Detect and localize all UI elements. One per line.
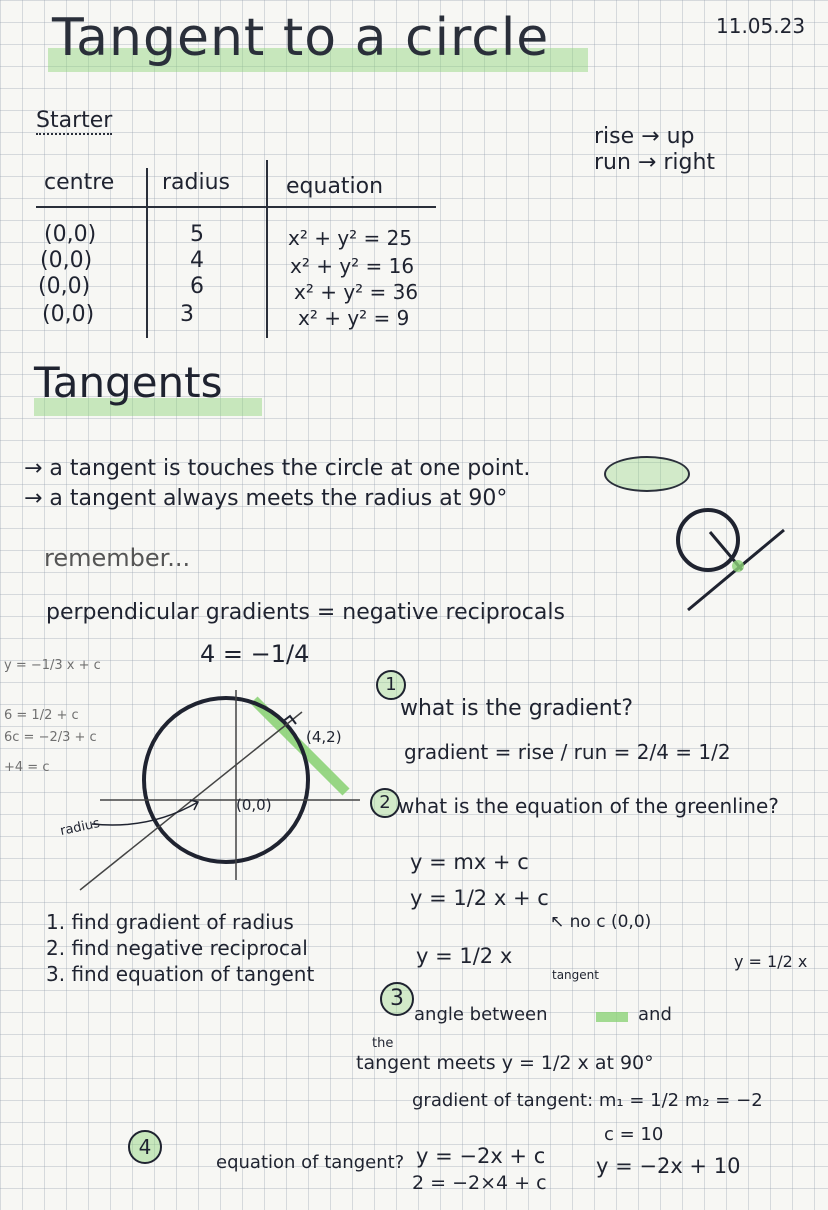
q2-question: what is the equation of the greenline?	[398, 794, 779, 818]
remember-label: remember...	[44, 544, 191, 572]
point-label: (4,2)	[306, 728, 342, 746]
radius-arrow	[92, 802, 198, 825]
perp-gradients: perpendicular gradients = negative reciprocals	[46, 600, 565, 625]
q4-work1: y = −2x + c	[416, 1144, 546, 1168]
tangents-heading: Tangents	[34, 358, 223, 407]
q1-number: 1	[376, 670, 406, 700]
q1-question: what is the gradient?	[400, 696, 634, 721]
page-title: Tangent to a circle	[52, 8, 550, 68]
tangent-label: tangent	[552, 968, 599, 982]
point-circle-highlight	[604, 456, 690, 492]
side-note-3: 6c = −2/3 + c	[4, 730, 97, 745]
tangent-bullet-1: → a tangent is touches the circle at one point.	[24, 456, 531, 481]
q4-answer: y = −2x + 10	[596, 1154, 741, 1178]
date: 11.05.23	[716, 14, 806, 38]
centre-label: (0,0)	[236, 796, 272, 814]
hint-rise: rise → up	[594, 124, 695, 149]
radius-label: radius	[58, 815, 102, 840]
table-col-rule-1	[146, 168, 148, 338]
perp-example: 4 = −1/4	[200, 640, 310, 668]
col-header-centre: centre	[44, 170, 115, 195]
q3-c-value: c = 10	[604, 1124, 664, 1145]
q4-work2: 2 = −2×4 + c	[412, 1172, 547, 1194]
table-col-rule-2	[266, 160, 268, 338]
row4-radius: 3	[180, 302, 194, 327]
q3-the: the	[372, 1036, 394, 1051]
step-1: 1. find gradient of radius	[46, 910, 294, 934]
q3-number: 3	[380, 982, 414, 1016]
q3-green-swatch	[596, 1012, 628, 1022]
row3-radius: 6	[190, 274, 204, 299]
q2-number: 2	[370, 788, 400, 818]
row1-radius: 5	[190, 222, 204, 247]
step-3: 3. find equation of tangent	[46, 962, 315, 986]
row1-centre: (0,0)	[44, 222, 97, 247]
q3-side-eq: y = 1/2 x	[734, 952, 808, 971]
q3-and: and	[638, 1004, 672, 1025]
q2-line1: y = mx + c	[410, 850, 529, 874]
q2-note: ↖ no c (0,0)	[550, 912, 652, 932]
table-header-rule	[36, 206, 436, 208]
tangent-bullet-2: → a tangent always meets the radius at 90°	[24, 486, 508, 511]
circle-diagram	[40, 660, 370, 910]
step-2: 2. find negative reciprocal	[46, 936, 308, 960]
row4-equation: x² + y² = 9	[298, 306, 410, 330]
hint-run: run → right	[594, 150, 716, 175]
col-header-equation: equation	[286, 174, 384, 199]
circle-outline	[144, 698, 308, 862]
starter-label: Starter	[36, 108, 113, 133]
tangent-sketch-icon	[664, 500, 794, 620]
q2-line3: y = 1/2 x	[416, 944, 513, 968]
row3-centre: (0,0)	[38, 274, 91, 299]
side-note-2: 6 = 1/2 + c	[4, 708, 79, 723]
col-header-radius: radius	[162, 170, 231, 195]
row3-equation: x² + y² = 36	[294, 280, 419, 304]
row4-centre: (0,0)	[42, 302, 95, 327]
q3-question: angle between	[414, 1004, 548, 1025]
q4-question: equation of tangent?	[216, 1152, 405, 1173]
row2-equation: x² + y² = 16	[290, 254, 415, 278]
side-note-4: +4 = c	[4, 760, 50, 775]
side-note-1: y = −1/3 x + c	[4, 658, 101, 673]
q4-number: 4	[128, 1130, 162, 1164]
q1-working: gradient = rise / run = 2/4 = 1/2	[404, 740, 731, 764]
q3-gradient-of-tangent: gradient of tangent: m₁ = 1/2 m₂ = −2	[412, 1090, 763, 1111]
row2-centre: (0,0)	[40, 248, 93, 273]
row1-equation: x² + y² = 25	[288, 226, 413, 250]
q2-line2: y = 1/2 x + c	[410, 886, 549, 910]
q3-meets: tangent meets y = 1/2 x at 90°	[356, 1052, 654, 1074]
row2-radius: 4	[190, 248, 204, 273]
